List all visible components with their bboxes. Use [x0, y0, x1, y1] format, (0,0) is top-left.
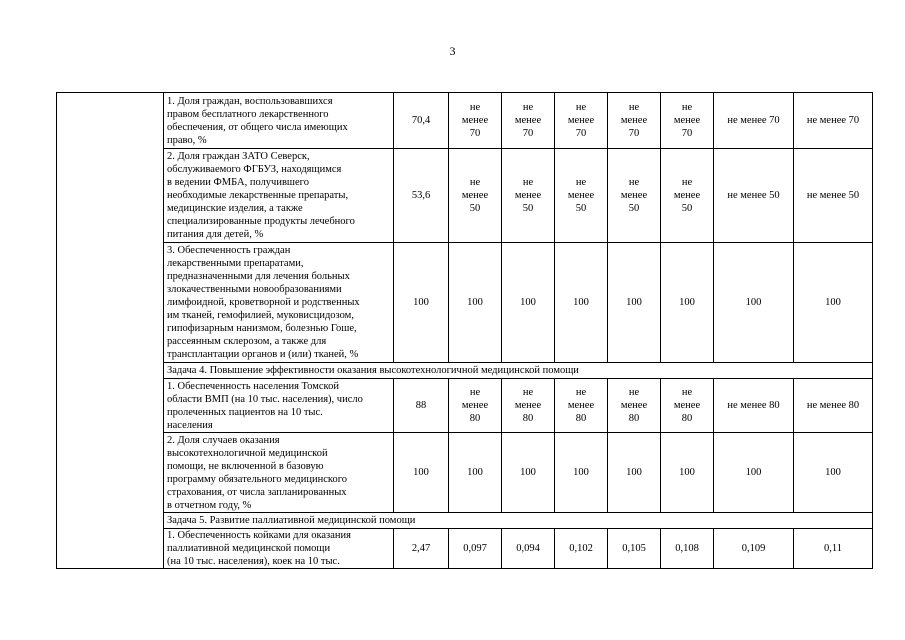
target-value: не менее 50 — [661, 149, 714, 243]
target-value: 100 — [608, 433, 661, 513]
indicator-row — [57, 243, 873, 363]
target-value: 100 — [555, 243, 608, 363]
target-value: 0,105 — [608, 529, 661, 569]
target-value: 100 — [794, 243, 873, 363]
task-row — [57, 513, 873, 529]
target-value: не менее 80 — [794, 379, 873, 433]
target-value: не менее 70 — [449, 93, 502, 149]
indicator-name: 1. Доля граждан, воспользовавшихся правом бесплатного лекарственного обеспечения, от общего числа имеющих право, % — [164, 93, 394, 149]
target-value: не менее 50 — [502, 149, 555, 243]
indicator-name: 1. Обеспеченность населения Томской области ВМП (на 10 тыс. населения), число пролеченных пациентов на 10 тыс. населения — [164, 379, 394, 433]
target-value: не менее 50 — [794, 149, 873, 243]
target-value: 100 — [794, 433, 873, 513]
target-value: 100 — [661, 243, 714, 363]
target-value: 0,097 — [449, 529, 502, 569]
target-value: не менее 80 — [661, 379, 714, 433]
base-value: 100 — [394, 243, 449, 363]
target-value: не менее 80 — [714, 379, 794, 433]
target-value: не менее 70 — [714, 93, 794, 149]
target-value: 0,102 — [555, 529, 608, 569]
target-value: не менее 70 — [661, 93, 714, 149]
base-value: 2,47 — [394, 529, 449, 569]
base-value: 100 — [394, 433, 449, 513]
target-value: 0,109 — [714, 529, 794, 569]
target-value: 100 — [608, 243, 661, 363]
base-value: 88 — [394, 379, 449, 433]
target-value: не менее 70 — [555, 93, 608, 149]
indicator-row — [57, 433, 873, 513]
target-value: 100 — [449, 243, 502, 363]
target-value: не менее 80 — [555, 379, 608, 433]
indicator-name: 2. Доля граждан ЗАТО Северск, обслуживаемого ФГБУЗ, находящимся в ведении ФМБА, получившего необходимые лекарственные препараты, медицинские изделия, а также специализированные продукты лечебного питания для детей, % — [164, 149, 394, 243]
indicator-row — [57, 529, 873, 569]
target-value: 100 — [714, 243, 794, 363]
base-value: 70,4 — [394, 93, 449, 149]
target-value: не менее 70 — [608, 93, 661, 149]
target-value: не менее 80 — [608, 379, 661, 433]
target-value: 0,11 — [794, 529, 873, 569]
target-value: не менее 50 — [608, 149, 661, 243]
target-value: 100 — [502, 243, 555, 363]
indicators-table — [56, 92, 873, 569]
target-value: не менее 80 — [449, 379, 502, 433]
table-body — [57, 93, 873, 569]
target-value: не менее 70 — [794, 93, 873, 149]
target-value: 100 — [555, 433, 608, 513]
task-heading: Задача 5. Развитие паллиативной медицинской помощи — [164, 513, 873, 529]
target-value: 0,108 — [661, 529, 714, 569]
blank-first-column — [57, 93, 164, 569]
target-value: не менее 50 — [714, 149, 794, 243]
page-number: 3 — [449, 44, 456, 58]
task-heading: Задача 4. Повышение эффективности оказания высокотехнологичной медицинской помощи — [164, 363, 873, 379]
target-value: не менее 70 — [502, 93, 555, 149]
target-value: не менее 80 — [502, 379, 555, 433]
indicator-name: 2. Доля случаев оказания высокотехнологичной медицинской помощи, не включенной в базовую программу обязательного медицинского страхования, от числа запланированных в отчетном году, % — [164, 433, 394, 513]
target-value: 0,094 — [502, 529, 555, 569]
target-value: 100 — [502, 433, 555, 513]
target-value: 100 — [714, 433, 794, 513]
target-value: 100 — [449, 433, 502, 513]
base-value: 53,6 — [394, 149, 449, 243]
indicator-row — [57, 93, 873, 149]
indicator-row — [57, 149, 873, 243]
task-row — [57, 363, 873, 379]
indicator-name: 1. Обеспеченность койками для оказания паллиативной медицинской помощи (на 10 тыс. населения), коек на 10 тыс. — [164, 529, 394, 569]
target-value: не менее 50 — [555, 149, 608, 243]
target-value: не менее 50 — [449, 149, 502, 243]
target-value: 100 — [661, 433, 714, 513]
indicator-name: 3. Обеспеченность граждан лекарственными препаратами, предназначенными для лечения больных злокачественными новообразованиями лимфоидной, кроветворной и родственных им тканей, гемофилией, муковисцидозом, гипофизарным нанизмом, болезнью Гоше, рассеянным склерозом, а также для трансплантации органов и (или) тканей, % — [164, 243, 394, 363]
indicator-row — [57, 379, 873, 433]
